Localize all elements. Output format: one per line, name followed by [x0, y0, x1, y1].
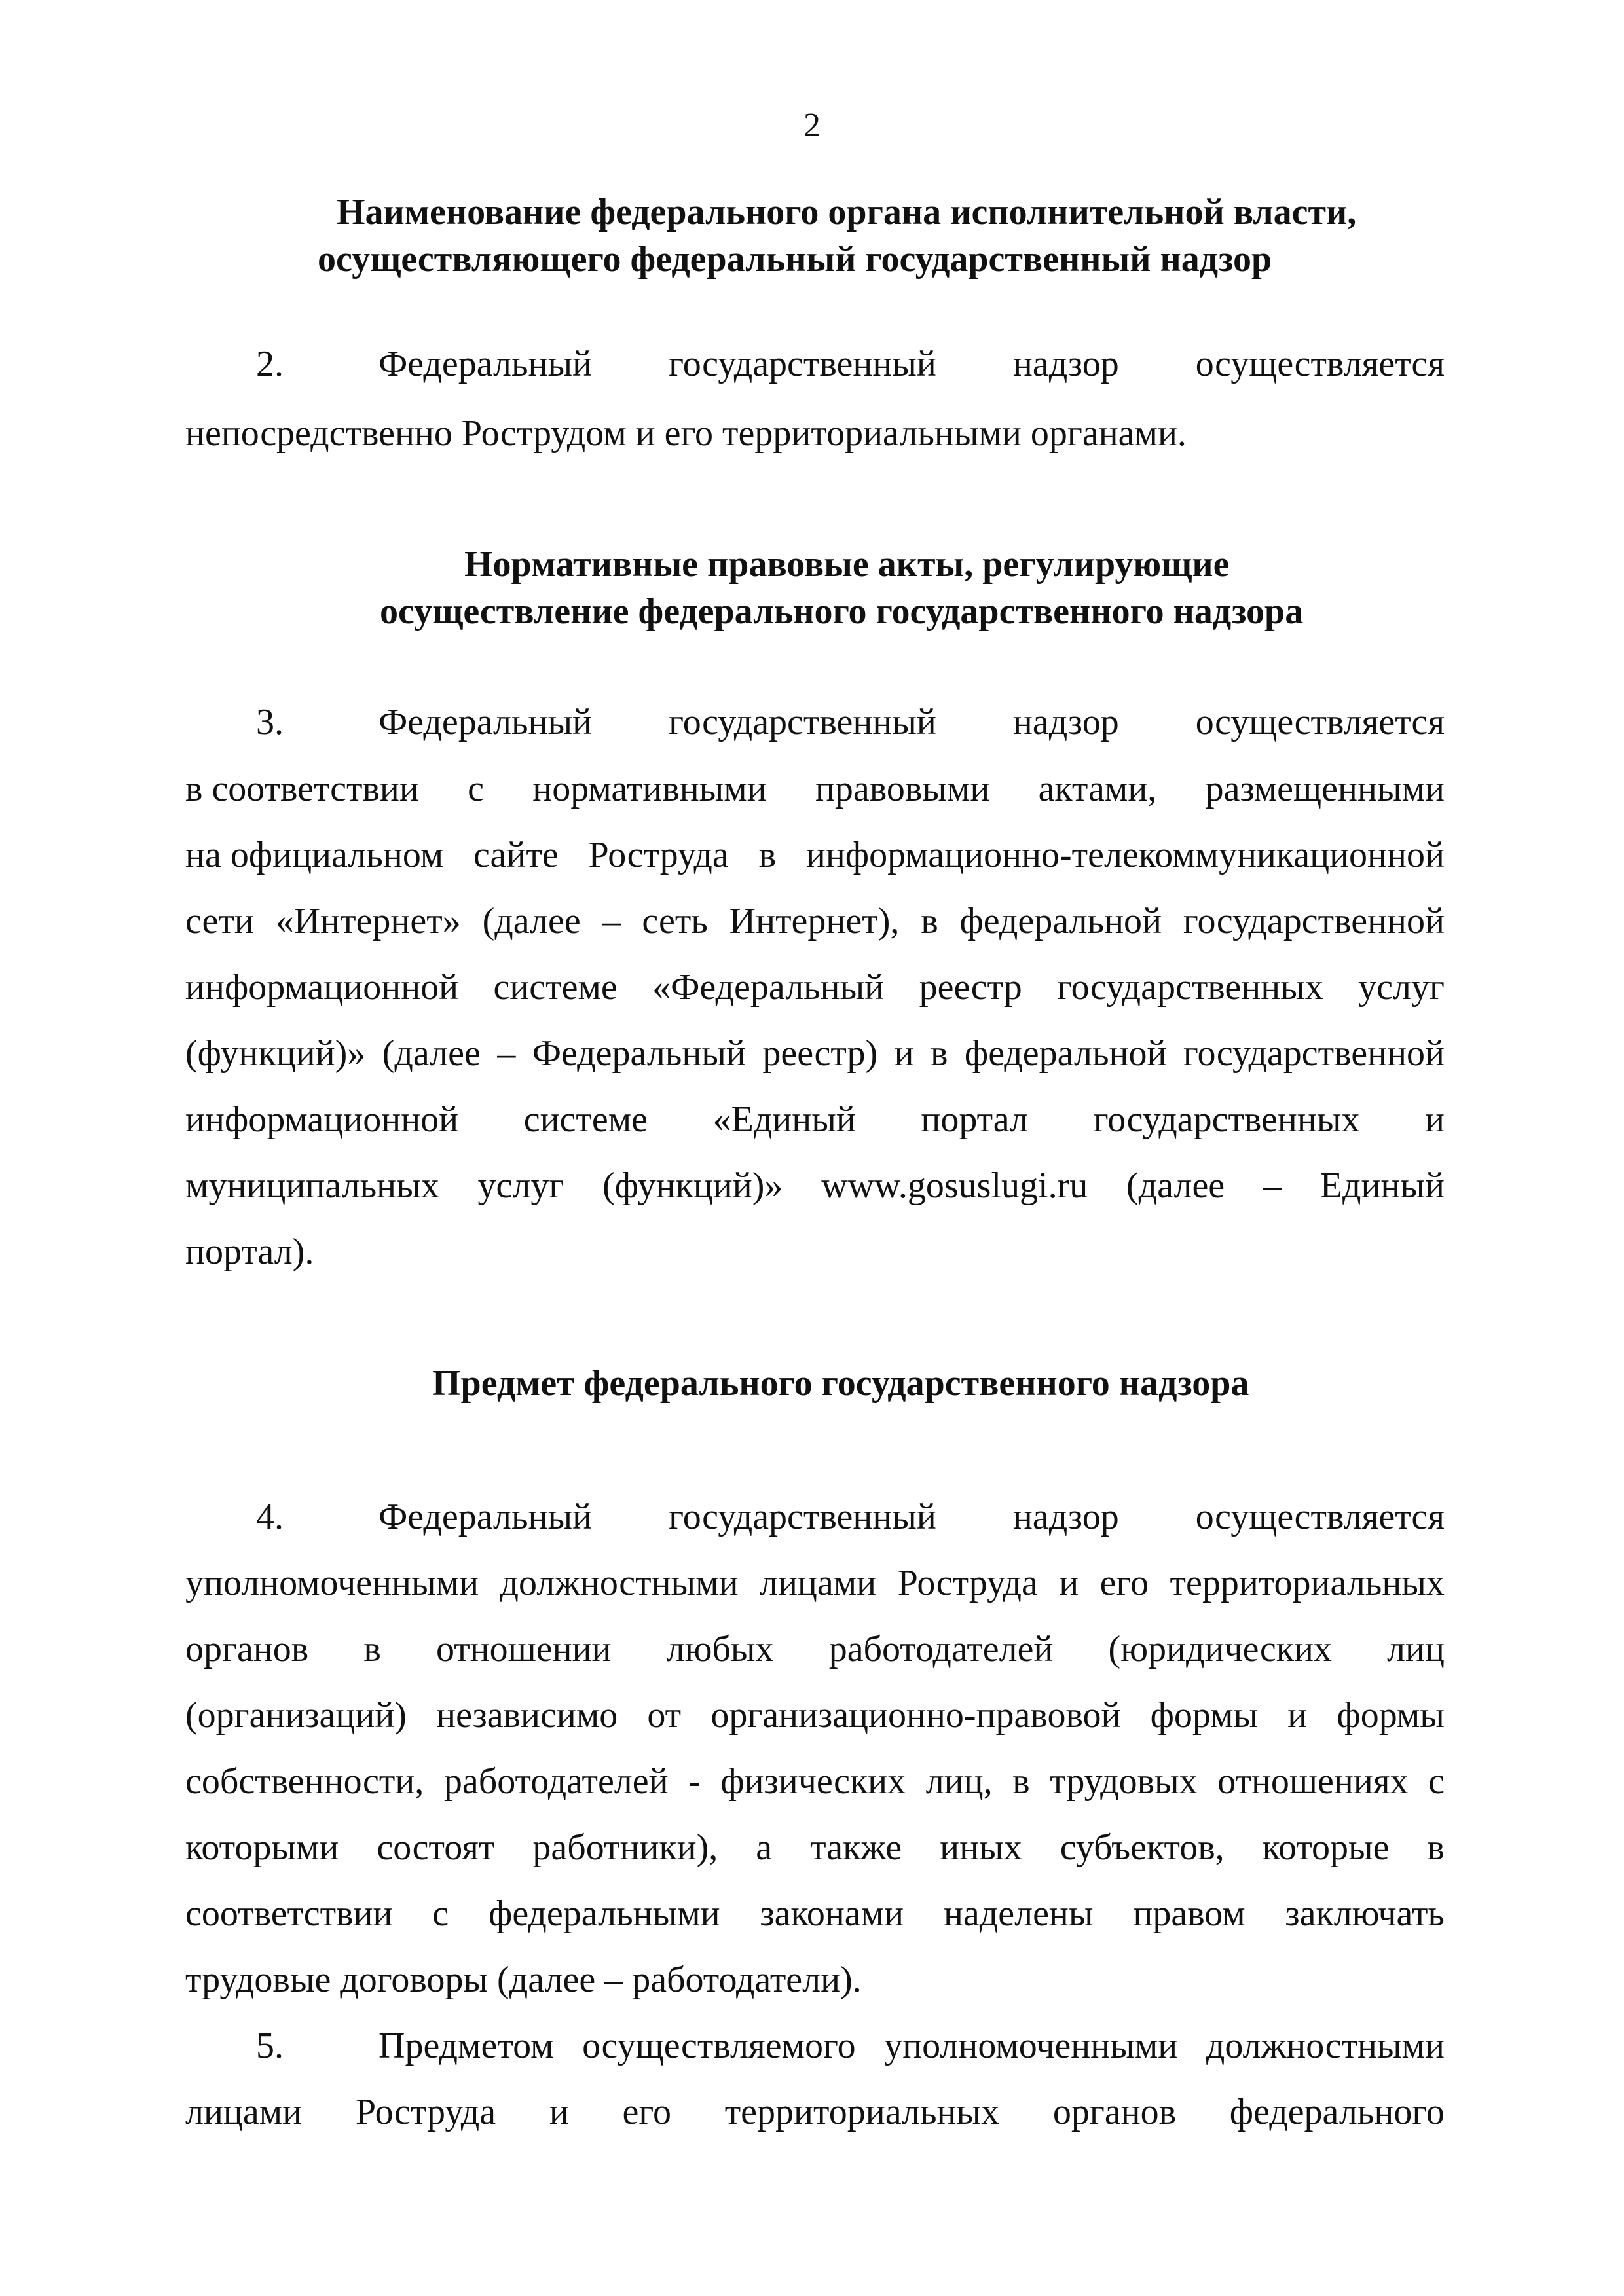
paragraph-4-line: [185, 1891, 1445, 1937]
paragraph-4-line: [185, 1560, 1445, 1606]
word: размещенными: [1205, 769, 1445, 809]
word: формы: [1337, 1695, 1445, 1736]
word: от: [647, 1695, 682, 1736]
word: государственных: [1057, 967, 1323, 1008]
word: системе: [493, 967, 618, 1008]
word: органов: [185, 1629, 309, 1669]
word: осуществляется: [1195, 1497, 1445, 1537]
word: «Интернет»: [275, 901, 461, 941]
justified-words: [378, 341, 1445, 387]
word: Федеральный: [378, 1497, 593, 1537]
section-heading-line: Предмет федерального государственного надзора: [432, 1363, 1249, 1404]
word: работодателей: [828, 1629, 1054, 1669]
word: в: [931, 1033, 948, 1074]
word: государственной: [1183, 1033, 1445, 1074]
word: Федеральный: [532, 1033, 746, 1074]
word: с: [1428, 1761, 1445, 1802]
word: независимо: [436, 1695, 618, 1736]
word: (функций)»: [602, 1165, 783, 1206]
word: –: [1263, 1165, 1282, 1206]
word: актами,: [1038, 769, 1157, 809]
word: работодателей: [443, 1761, 669, 1802]
word: а: [756, 1827, 773, 1868]
word: услуг: [1358, 967, 1445, 1008]
word: -: [688, 1761, 701, 1802]
word: сайте: [473, 835, 559, 875]
word: надзор: [1012, 344, 1119, 384]
word: Единый: [1320, 1165, 1445, 1206]
word: физических: [720, 1761, 906, 1802]
word: и: [549, 2092, 569, 2132]
paragraph-4-line: [185, 1692, 1445, 1738]
word: реестр: [919, 967, 1022, 1008]
word: и: [1287, 1695, 1308, 1736]
word: Роструда: [355, 2092, 496, 2132]
word: осуществляемого: [582, 2026, 856, 2066]
word: в: [363, 1629, 381, 1669]
word: портал: [921, 1099, 1029, 1140]
word: –: [497, 1033, 516, 1074]
word: лиц,: [925, 1761, 993, 1802]
word: субъектов,: [1060, 1827, 1225, 1868]
word: должностными: [1206, 2026, 1445, 2066]
word: Предметом: [378, 2026, 554, 2066]
word: состоят: [377, 1827, 495, 1868]
word: в: [758, 835, 777, 875]
paragraph-4-line: [185, 1825, 1445, 1870]
paragraph-3-line: [185, 1163, 1445, 1209]
word: территориальных: [1170, 1563, 1445, 1603]
paragraph-3-line: [185, 766, 1445, 812]
word: и: [894, 1033, 914, 1074]
paragraph-3-last-line: портал).: [185, 1231, 314, 1272]
word: федеральной: [959, 901, 1162, 941]
justified-words: [378, 2023, 1445, 2069]
paragraph-3-line: [185, 1097, 1445, 1142]
word: отношениях: [1217, 1761, 1409, 1802]
word: Федеральный: [378, 702, 593, 742]
word: федеральными: [489, 1893, 720, 1934]
word: его: [1099, 1563, 1149, 1603]
word: информационно-телекоммуникационной: [805, 835, 1445, 875]
paragraph-2-line-2: непосредственно Рострудом и его территориальными органами.: [185, 413, 1187, 454]
word: в: [1427, 1827, 1445, 1868]
section-heading-line: Наименование федерального органа исполнительной власти,: [337, 192, 1357, 232]
word: уполномоченными: [185, 1563, 479, 1603]
paragraph-3-line: [185, 1030, 1445, 1076]
paragraph-3-line-1: [185, 699, 1445, 745]
paragraph-number: 5.: [256, 2026, 284, 2066]
paragraph-4-line: [185, 1758, 1445, 1804]
section-heading-line: Нормативные правовые акты, регулирующие: [464, 544, 1230, 585]
word: территориальных: [724, 2092, 1000, 2132]
word: федерального: [1229, 2092, 1445, 2132]
word: также: [810, 1827, 902, 1868]
word: любых: [666, 1629, 774, 1669]
word: надзор: [1012, 702, 1119, 742]
word: законами: [760, 1893, 904, 1934]
word: Роструда: [897, 1563, 1038, 1603]
justified-words: [378, 699, 1445, 745]
word: Роструда: [588, 835, 729, 875]
word: его: [622, 2092, 671, 2132]
word: государственной: [1183, 901, 1445, 941]
word: государственный: [669, 344, 936, 384]
paragraph-3-line: [185, 832, 1445, 878]
word: органов: [1052, 2092, 1177, 2132]
word: нормативными: [532, 769, 767, 809]
word: сеть: [642, 901, 708, 941]
section-heading-line: осуществление федерального государственного надзора: [380, 591, 1304, 632]
paragraph-2-line-1: [185, 341, 1445, 387]
word: соответствии: [185, 1893, 393, 1934]
word: трудовых: [1050, 1761, 1198, 1802]
word: в: [1012, 1761, 1030, 1802]
paragraph-number: 4.: [256, 1497, 284, 1537]
word: на официальном: [185, 835, 444, 875]
word: отношении: [435, 1629, 612, 1669]
word: (юридических: [1108, 1629, 1332, 1669]
word: уполномоченными: [884, 2026, 1178, 2066]
word: которыми: [185, 1827, 339, 1868]
word: федеральной: [964, 1033, 1167, 1074]
word: надзор: [1012, 1497, 1119, 1537]
word: государственных: [1093, 1099, 1360, 1140]
paragraph-4-last-line: трудовые договоры (далее – работодатели).: [185, 1959, 862, 2000]
word: «Федеральный: [652, 967, 885, 1008]
word: системе: [523, 1099, 648, 1140]
word: (далее: [382, 1033, 481, 1074]
justified-words: [378, 1494, 1445, 1540]
word: сети: [185, 901, 254, 941]
word: (далее: [482, 901, 581, 941]
word: в соответствии: [185, 769, 419, 809]
word: –: [602, 901, 621, 941]
word: и: [1059, 1563, 1079, 1603]
word: наделены: [943, 1893, 1094, 1934]
word: осуществляется: [1195, 702, 1445, 742]
page-number: 2: [803, 107, 821, 144]
paragraph-5-line-1: [185, 2023, 1445, 2069]
word: с: [468, 769, 484, 809]
word: «Единый: [712, 1099, 856, 1140]
word: Федеральный: [378, 344, 593, 384]
paragraph-5-line: [185, 2089, 1445, 2135]
word: иных: [940, 1827, 1022, 1868]
paragraph-4-line-1: [185, 1494, 1445, 1540]
word: собственности,: [185, 1761, 424, 1802]
word: государственный: [669, 1497, 936, 1537]
paragraph-4-line: [185, 1626, 1445, 1672]
word: работники),: [532, 1827, 718, 1868]
word: которые: [1262, 1827, 1390, 1868]
word: услуг: [477, 1165, 564, 1206]
word: и: [1425, 1099, 1445, 1140]
paragraph-3-line: [185, 898, 1445, 944]
word: лицами: [185, 2092, 303, 2132]
word: лиц: [1387, 1629, 1445, 1669]
word: (функций)»: [185, 1033, 366, 1074]
word: с: [432, 1893, 449, 1934]
word: информационной: [185, 967, 459, 1008]
word: (далее: [1126, 1165, 1225, 1206]
word: осуществляется: [1195, 344, 1445, 384]
word: правом: [1133, 1893, 1246, 1934]
word: Интернет),: [729, 901, 900, 941]
word: www.gosuslugi.ru: [821, 1165, 1088, 1206]
section-heading-line: осуществляющего федеральный государственный надзор: [318, 239, 1272, 280]
word: государственный: [669, 702, 936, 742]
word: формы: [1150, 1695, 1259, 1736]
word: организационно-правовой: [710, 1695, 1121, 1736]
paragraph-number: 3.: [256, 702, 284, 742]
word: должностными: [500, 1563, 739, 1603]
paragraph-3-line: [185, 964, 1445, 1010]
paragraph-number: 2.: [256, 344, 284, 384]
word: в: [921, 901, 938, 941]
word: информационной: [185, 1099, 459, 1140]
word: (организаций): [185, 1695, 407, 1736]
word: лицами: [760, 1563, 877, 1603]
word: реестр): [762, 1033, 878, 1074]
word: муниципальных: [185, 1165, 439, 1206]
word: заключать: [1285, 1893, 1445, 1934]
word: правовыми: [815, 769, 990, 809]
